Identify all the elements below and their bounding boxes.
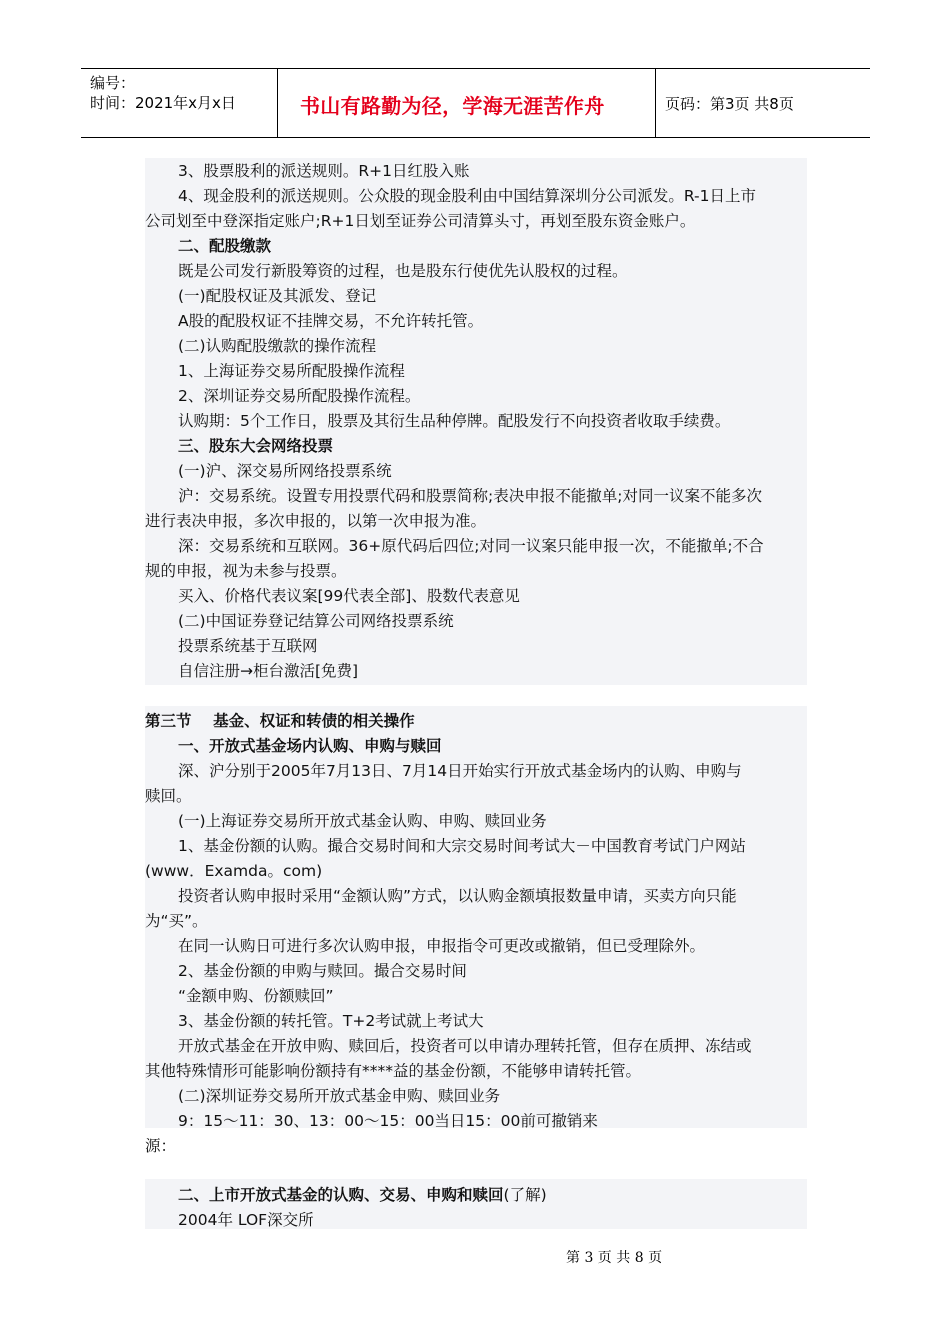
section-heading: 三、股东大会网络投票	[178, 437, 334, 455]
text-line: 投票系统基于互联网	[178, 637, 318, 655]
text-line: (二)认购配股缴款的操作流程	[178, 337, 377, 355]
text-line: (www．Examda。com)	[145, 862, 323, 880]
page-header	[81, 68, 870, 138]
text-line: 为“买”。	[145, 912, 208, 930]
chapter-heading: 第三节 基金、权证和转债的相关操作	[145, 712, 415, 730]
text-line: 3、基金份额的转托管。T+2考试就上考试大	[178, 1012, 484, 1030]
section-heading: 二、上市开放式基金的认购、交易、申购和赎回	[178, 1186, 504, 1204]
text-line: 1、上海证券交易所配股操作流程	[178, 362, 405, 380]
section-heading: 二、配股缴款	[178, 237, 272, 255]
text-line: 公司划至中登深指定账户;R+1日划至证券公司清算头寸，再划至股东资金账户。	[145, 212, 696, 230]
text-line: 规的申报，视为未参与投票。	[145, 562, 347, 580]
text-line: 深、沪分别于2005年7月13日、7月14日开始实行开放式基金场内的认购、申购与	[178, 762, 742, 780]
text-line: 深：交易系统和互联网。36+原代码后四位;对同一议案只能申报一次，不能撤单;不合	[178, 537, 764, 555]
time-label: 时间：2021年x月x日	[90, 94, 236, 112]
motto-text: 书山有路勤为径，学海无涯苦作舟	[300, 94, 605, 118]
text-line: 开放式基金在开放申购、赎回后，投资者可以申请办理转托管，但存在质押、冻结或	[178, 1037, 752, 1055]
text-line: (一)上海证券交易所开放式基金认购、申购、赎回业务	[178, 812, 547, 830]
text-line: 2、基金份额的申购与赎回。撮合交易时间	[178, 962, 467, 980]
text-line: 既是公司发行新股筹资的过程，也是股东行使优先认股权的过程。	[178, 262, 628, 280]
text-line: 2004年 LOF深交所	[178, 1211, 314, 1229]
page-number-label: 页码：第3页 共8页	[665, 95, 794, 113]
text-line: 2、深圳证券交易所配股操作流程。	[178, 387, 421, 405]
text-line: 投资者认购申报时采用“金额认购”方式，以认购金额填报数量申请，买卖方向只能	[178, 887, 737, 905]
text-line: 认购期：5个工作日，股票及其衍生品种停牌。配股发行不向投资者收取手续费。	[178, 412, 731, 430]
text-line: 其他特殊情形可能影响份额持有****益的基金份额，不能够申请转托管。	[145, 1062, 642, 1080]
text-line: (二)深圳证券交易所开放式基金申购、赎回业务	[178, 1087, 501, 1105]
header-motto-cell	[278, 69, 656, 137]
text-line: 自信注册→柜台激活[免费]	[178, 662, 359, 680]
code-label: 编号：	[90, 74, 136, 92]
text-line: (一)配股权证及其派发、登记	[178, 287, 377, 305]
section-heading: 一、开放式基金场内认购、申购与赎回	[178, 737, 442, 755]
text-line: (一)沪、深交易所网络投票系统	[178, 462, 392, 480]
header-meta-cell	[81, 69, 278, 137]
text-line: 3、股票股利的派送规则。R+1日红股入账	[178, 162, 470, 180]
text-line: (二)中国证券登记结算公司网络投票系统	[178, 612, 454, 630]
text-line: 9：15～11：30、13：00～15：00当日15：00前可撤销来	[178, 1112, 598, 1130]
text-line: 4、现金股利的派送规则。公众股的现金股利由中国结算深圳分公司派发。R-1日上市	[178, 187, 756, 205]
text-line: 在同一认购日可进行多次认购申报，申报指令可更改或撤销，但已受理除外。	[178, 937, 706, 955]
text-line: 沪：交易系统。设置专用投票代码和股票简称;表决申报不能撤单;对同一议案不能多次	[178, 487, 762, 505]
heading-note: (了解)	[503, 1186, 547, 1204]
text-line: 进行表决申报，多次申报的，以第一次申报为准。	[145, 512, 487, 530]
text-line: 1、基金份额的认购。撮合交易时间和大宗交易时间考试大－中国教育考试门户网站	[178, 837, 746, 855]
text-line: 赎回。	[145, 787, 192, 805]
text-line: “金额申购、份额赎回”	[178, 987, 334, 1005]
header-page-cell	[656, 69, 870, 137]
text-line: A股的配股权证不挂牌交易，不允许转托管。	[178, 312, 484, 330]
section-heading-line	[178, 1185, 547, 1205]
text-line: 源：	[145, 1137, 177, 1155]
page-footer: 第 3 页 共 8 页	[566, 1250, 663, 1266]
text-line: 买入、价格代表议案[99代表全部]、股数代表意见	[178, 587, 520, 605]
